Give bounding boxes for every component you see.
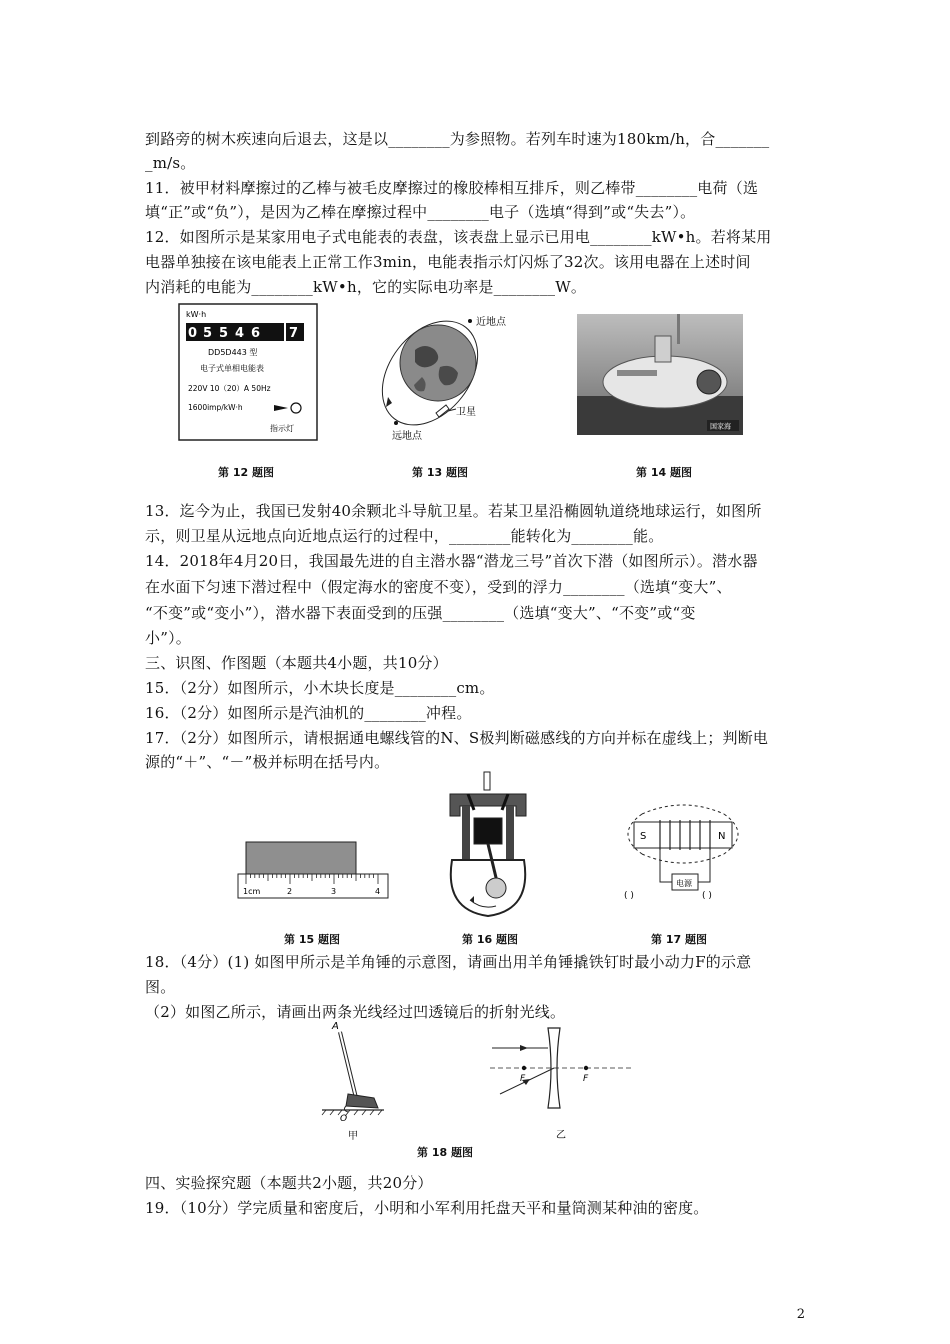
- caption-fig13: 第 13 题图: [412, 466, 468, 479]
- power-source-label: 电源: [676, 879, 692, 888]
- meter-digit: 5: [219, 326, 229, 341]
- hammer-head: [346, 1094, 378, 1108]
- pole-n-label: N: [718, 831, 726, 842]
- figure-14-submersible-photo: [577, 314, 743, 435]
- figure-16-engine: [440, 770, 536, 920]
- text-line-7: 内消耗的电能为________kW•h，它的实际电功率是________W。: [145, 278, 587, 296]
- figure-12-meter: [178, 303, 318, 441]
- meter-model: DD5D443 型: [208, 348, 258, 357]
- text-line-6: 电器单独接在该电能表上正常工作3min，电能表指示灯闪烁了32次。该用电器在上述时间: [145, 253, 751, 271]
- crankshaft: [486, 878, 506, 898]
- caption-fig17: 第 17 题图: [651, 933, 707, 946]
- caption-fig12: 第 12 题图: [218, 466, 274, 479]
- ruler-body: [238, 874, 388, 898]
- text-line-17: 17．（2分）如图所示，请根据通电螺线管的N、S极判断磁感线的方向并标在虚线上；判断电: [145, 729, 769, 747]
- text-line-18: 源的“＋”、“－”极并标明在括号内。: [145, 753, 390, 771]
- earth-icon: [400, 325, 476, 401]
- meter-digit-decimal: 7: [289, 326, 299, 341]
- text-line-20: 图。: [145, 978, 176, 996]
- label-a: A: [332, 1021, 339, 1032]
- text-line-3: 11．被甲材料摩擦过的乙棒与被毛皮摩擦过的橡胶棒相互排斥，则乙棒带________电荷（选: [145, 179, 759, 197]
- caption-fig14: 第 14 题图: [636, 466, 692, 479]
- section-4-heading: 四、实验探究题（本题共2小题，共20分）: [145, 1174, 433, 1192]
- focus-label-right: F: [583, 1074, 589, 1084]
- photo-watermark: 国家海: [710, 422, 731, 431]
- figure-17-solenoid: [620, 802, 744, 902]
- field-line-top: [642, 805, 724, 814]
- text-line-13: 小”）。: [145, 629, 191, 647]
- figure-13-orbit: [370, 305, 520, 445]
- ruler-tick-label: 2: [287, 887, 293, 896]
- meter-constant: 1600imp/kW·h: [188, 403, 243, 412]
- text-line-1: 到路旁的树木疾速向后退去，这是以________为参照物。若列车时速为180km/h，合_______: [145, 130, 770, 148]
- text-line-10: 14．2018年4月20日，我国最先进的自主潜水器“潜龙三号”首次下潜（如图所示）。潜水器: [145, 552, 758, 570]
- ray-arrow-icon: [520, 1045, 528, 1051]
- label-jia: 甲: [348, 1131, 358, 1142]
- text-line-2: _m/s。: [145, 154, 196, 172]
- pole-s-label: S: [640, 831, 647, 842]
- text-line-23: 19．（10分）学完质量和密度后，小明和小军利用托盘天平和量筒测某种油的密度。: [145, 1199, 709, 1217]
- figure-15-ruler: [236, 840, 390, 902]
- text-line-15: 15．（2分）如图所示，小木块长度是________cm。: [145, 679, 495, 697]
- paren-right: ( ): [702, 891, 712, 901]
- ruler-tick-label: 3: [331, 887, 337, 896]
- text-line-5: 12．如图所示是某家用电子式电能表的表盘，该表盘上显示已用电________kW•h。若将某用: [145, 228, 772, 246]
- page-number: 2: [796, 1307, 805, 1322]
- text-line-16: 16．（2分）如图所示是汽油机的________冲程。: [145, 704, 472, 722]
- text-line-11: 在水面下匀速下潜过程中（假定海水的密度不变），受到的浮力________（选填“变大”、: [145, 578, 732, 596]
- text-line-4: 填“正”或“负”），是因为乙棒在摩擦过程中________电子（选填“得到”或“失去”）。: [145, 203, 696, 221]
- figure-18-concave-lens: [486, 1024, 636, 1142]
- text-line-19: 18．（4分）(1) 如图甲所示是羊角锤的示意图，请画出用羊角锤撬铁钉时最小动力F的示意: [145, 953, 752, 971]
- satellite-label: 卫星: [456, 407, 476, 418]
- text-line-8: 13．迄今为止，我国已发射40余颗北斗导航卫星。若某卫星沿椭圆轨道绕地球运行，如图所: [145, 502, 762, 520]
- text-line-12: “不变”或“变小”），潜水器下表面受到的压强________（选填“变大”、“不变”或“变: [145, 604, 696, 622]
- ruler-tick-label: 1cm: [243, 887, 261, 896]
- meter-name: 电子式单相电能表: [200, 364, 264, 373]
- label-yi: 乙: [556, 1130, 566, 1141]
- paren-left: ( ): [624, 891, 634, 901]
- meter-digit: 5: [203, 326, 213, 341]
- focus-right: [584, 1066, 588, 1070]
- wood-block: [246, 842, 356, 874]
- spark-plug: [484, 772, 490, 790]
- label-o: O: [340, 1114, 348, 1124]
- caption-fig15: 第 15 题图: [284, 933, 340, 946]
- ruler-tick-label: 4: [375, 887, 381, 896]
- field-line-bottom: [642, 854, 724, 863]
- figure-18-hammer: [318, 1020, 388, 1142]
- orbit-arrow-icon: [386, 397, 392, 407]
- meter-digit: 6: [251, 326, 261, 341]
- section-3-heading: 三、识图、作图题（本题共4小题，共10分）: [145, 654, 448, 672]
- caption-fig16: 第 16 题图: [462, 933, 518, 946]
- perigee-label: 近地点: [476, 317, 506, 328]
- text-line-9: 示，则卫星从远地点向近地点运行的过程中，________能转化为________能。: [145, 527, 664, 545]
- text-line-21: （2）如图乙所示，请画出两条光线经过凹透镜后的折射光线。: [145, 1003, 566, 1021]
- meter-digit: 0: [188, 326, 198, 341]
- focus-left: [522, 1066, 526, 1070]
- focus-label-left: F: [520, 1074, 526, 1084]
- meter-rating: 220V 10（20）A 50Hz: [188, 384, 271, 393]
- meter-unit: kW·h: [186, 310, 207, 319]
- meter-indicator-label: 指示灯: [270, 424, 294, 433]
- meter-digit: 4: [235, 326, 245, 341]
- caption-fig18: 第 18 题图: [417, 1146, 473, 1159]
- piston: [474, 818, 502, 844]
- apogee-label: 远地点: [392, 431, 422, 442]
